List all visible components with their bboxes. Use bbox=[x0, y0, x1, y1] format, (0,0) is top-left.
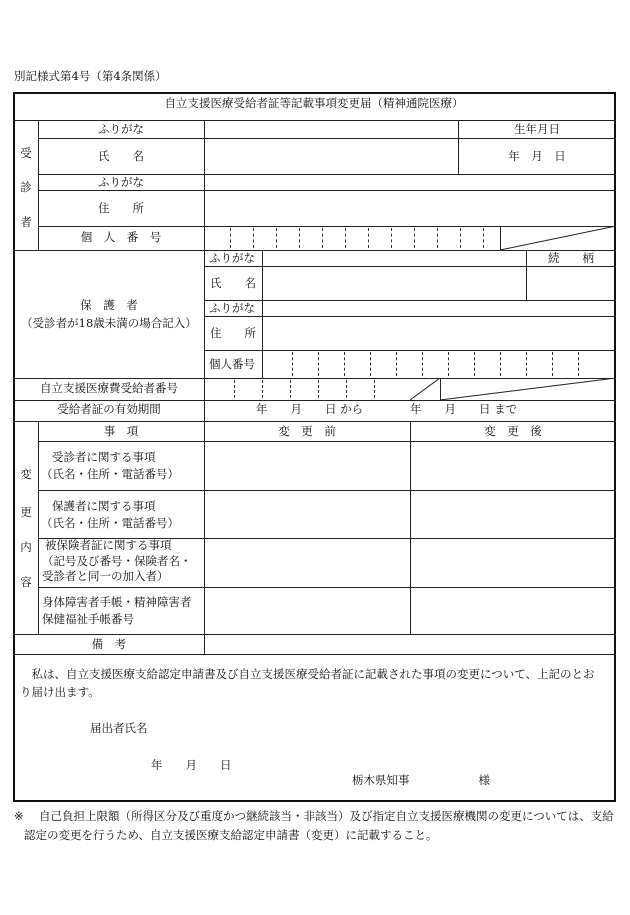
guardian-change-after-input[interactable] bbox=[411, 491, 615, 537]
changes-header-after: 変 更 後 bbox=[484, 424, 542, 438]
handbook-change-before-input[interactable] bbox=[205, 588, 409, 633]
unused-cell-diagonal bbox=[410, 378, 616, 400]
rule bbox=[14, 654, 616, 655]
applicant-name-label: 届出者氏名 bbox=[90, 721, 148, 735]
remarks-label: 備 考 bbox=[91, 637, 127, 651]
patient-furigana-input[interactable] bbox=[205, 121, 457, 137]
recipient-number-label: 自立支援医療費受給者番号 bbox=[40, 381, 178, 395]
patient-group-label-2: 診 bbox=[20, 180, 32, 194]
change-row-handbook-label: 身体障害者手帳・精神障害者 保健福祉手帳番号 bbox=[42, 595, 192, 626]
patient-name-label: 氏 名 bbox=[98, 149, 144, 163]
guardian-address-input[interactable] bbox=[263, 317, 615, 349]
rule bbox=[14, 400, 616, 401]
guardian-furigana-input[interactable] bbox=[263, 251, 525, 265]
form-title: 自立支援医療受給者証等記載事項変更届（精神通院医療） bbox=[164, 96, 464, 110]
addressee: 栃木県知事 様 bbox=[352, 773, 490, 787]
unused-cell-diagonal bbox=[500, 226, 616, 250]
birth-date-field[interactable]: 年 月 日 bbox=[508, 149, 566, 163]
patient-change-before-input[interactable] bbox=[205, 442, 409, 489]
footnote-mark: ※ bbox=[14, 809, 24, 823]
guardian-change-before-input[interactable] bbox=[205, 491, 409, 537]
applicant-name-input[interactable] bbox=[160, 716, 460, 740]
guardian-name-label: 氏 名 bbox=[210, 276, 256, 290]
patient-address-label: 住 所 bbox=[98, 201, 144, 215]
guardian-address-label: 住 所 bbox=[210, 326, 256, 340]
declaration-line-1: 私は、自立支援医療支給認定申請書及び自立支援医療受給者証に記載された事項の変更について、上記のとお bbox=[20, 667, 595, 681]
declaration-line-2: り届け出ます。 bbox=[20, 685, 100, 699]
patient-address-furigana-label: ふりがな bbox=[98, 175, 144, 189]
remarks-input[interactable] bbox=[205, 635, 615, 653]
handbook-change-after-input[interactable] bbox=[411, 588, 615, 633]
changes-group-label-3: 内 bbox=[20, 540, 32, 554]
footnote-line-1: 自己負担上限額（所得区分及び重度かつ継続該当・非該当）及び指定自立支援医療機関の変更については、支給 bbox=[39, 809, 614, 823]
changes-group-label-4: 容 bbox=[20, 575, 32, 589]
rule bbox=[204, 250, 205, 378]
patient-personal-number-label: 個 人 番 号 bbox=[80, 230, 162, 244]
insurance-change-after-input[interactable] bbox=[411, 539, 615, 586]
changes-header-before: 変 更 前 bbox=[278, 424, 336, 438]
change-row-patient-label: 受診者に関する事項 （氏名・住所・電話番号） bbox=[41, 450, 179, 481]
patient-personal-number-input[interactable] bbox=[205, 227, 499, 249]
guardian-personal-number-input[interactable] bbox=[263, 351, 615, 377]
guardian-note: （受診者が18歳未満の場合記入） bbox=[21, 316, 197, 330]
form-number: 別記様式第4号（第4条関係） bbox=[14, 69, 167, 83]
recipient-number-input[interactable] bbox=[205, 379, 409, 399]
guardian-address-furigana-input[interactable] bbox=[263, 301, 615, 315]
changes-header-item: 事 項 bbox=[103, 424, 139, 438]
patient-group-label-1: 受 bbox=[20, 146, 32, 160]
patient-name-input[interactable] bbox=[205, 139, 457, 173]
patient-furigana-label: ふりがな bbox=[98, 122, 144, 136]
validity-to[interactable]: 年 月 日 まで bbox=[410, 402, 518, 416]
rule bbox=[14, 421, 616, 422]
changes-group-label-2: 更 bbox=[20, 505, 32, 519]
change-row-insurance-label: 被保険者証に関する事項 （記号及び番号・保険者名・ 受診者と同一の加入者） bbox=[42, 538, 192, 583]
rule bbox=[38, 120, 39, 250]
patient-change-after-input[interactable] bbox=[411, 442, 615, 489]
rule bbox=[38, 421, 39, 634]
guardian-personal-number-label: 個人番号 bbox=[209, 357, 255, 371]
guardian-furigana-label: ふりがな bbox=[209, 251, 255, 265]
patient-address-input[interactable] bbox=[205, 191, 615, 225]
submission-date[interactable]: 年 月 日 bbox=[151, 758, 232, 772]
guardian-relationship-label: 続 柄 bbox=[548, 251, 594, 265]
validity-label: 受給者証の有効期間 bbox=[57, 402, 161, 416]
guardian-label: 保 護 者 bbox=[80, 298, 138, 312]
birth-date-label: 生年月日 bbox=[514, 122, 560, 136]
changes-group-label-1: 変 bbox=[20, 467, 32, 481]
patient-address-furigana-input[interactable] bbox=[205, 175, 615, 189]
footnote-line-2: 認定の変更を行うため、自立支援医療支給認定申請書（変更）に記載すること。 bbox=[24, 828, 438, 842]
change-row-guardian-label: 保護者に関する事項 （氏名・住所・電話番号） bbox=[41, 499, 179, 530]
guardian-relationship-input[interactable] bbox=[527, 267, 615, 299]
insurance-change-before-input[interactable] bbox=[205, 539, 409, 586]
guardian-address-furigana-label: ふりがな bbox=[209, 301, 255, 315]
rule bbox=[458, 120, 459, 174]
validity-from[interactable]: 年 月 日 から bbox=[256, 402, 364, 416]
patient-group-label-3: 者 bbox=[20, 215, 32, 229]
